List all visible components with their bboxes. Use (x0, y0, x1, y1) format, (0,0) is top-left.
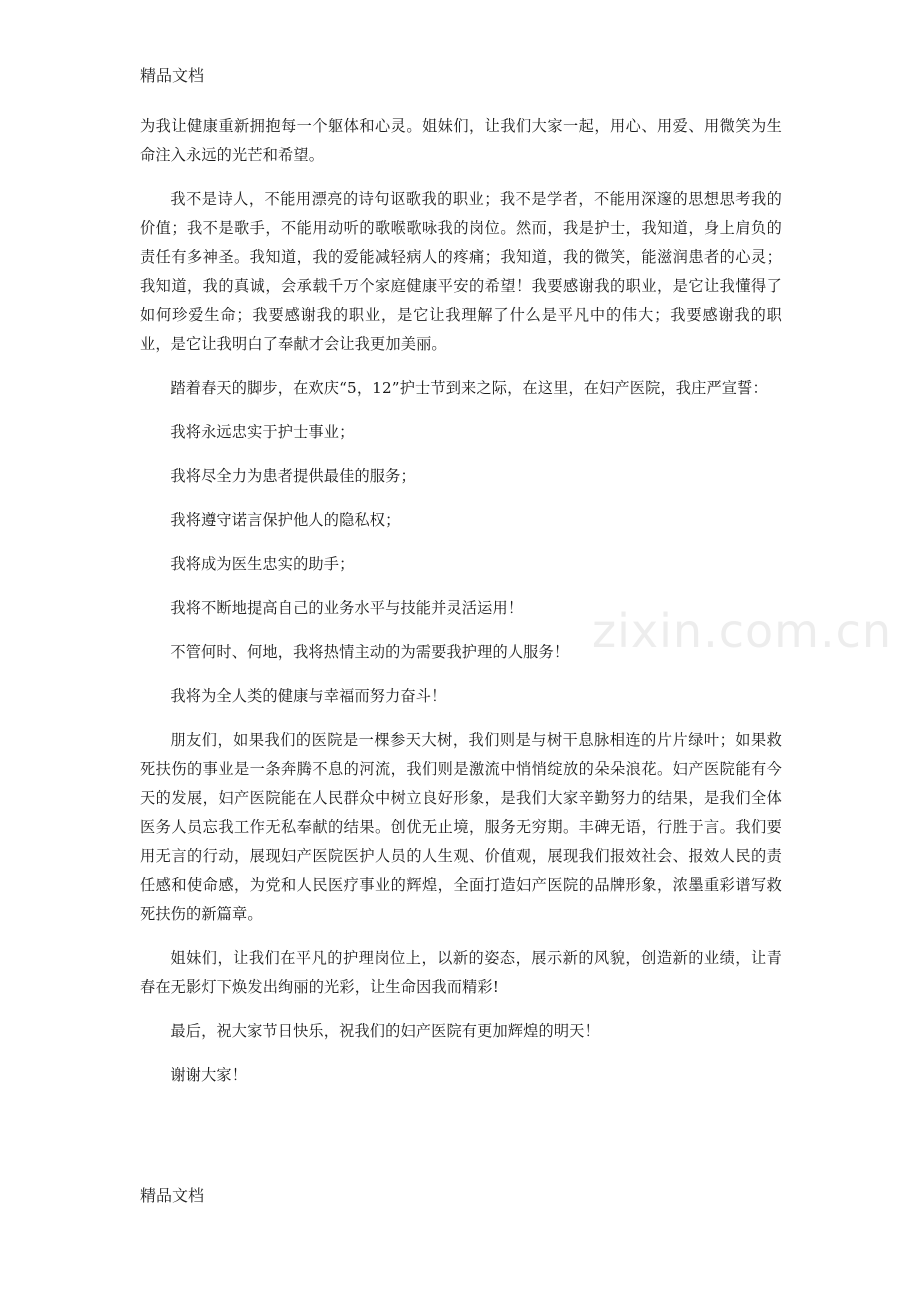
oath-line: 我将永远忠实于护士事业； (170, 423, 355, 441)
oath-line: 我将尽全力为患者提供最佳的服务； (170, 467, 416, 485)
paragraph: 朋友们，如果我们的医院是一棵参天大树，我们则是与树干息脉相连的片片绿叶；如果救死扶伤的事业是一条奔腾不息的河流，我们则是激流中悄悄绽放的朵朵浪花。妇产医院能有今天的发展，妇产医院能在人民群众中树立良好形象，是我们大家辛勤努力的结果，是我们全体医务人员忘我工作无私奉献的结果。创优无止境，服务无穷期。丰碑无语，行胜于言。我们要用无言的行动，展现妇产医院医护人员的人生观、价值观，展现我们报效社会、报效人民的责任感和使命感，为党和人民医疗事业的辉煌，全面打造妇产医院的品牌形象，浓墨重彩谱写救死扶伤的新篇章。 (140, 731, 782, 923)
paragraph: 我不是诗人，不能用漂亮的诗句讴歌我的职业；我不是学者，不能用深邃的思想思考我的价值；我不是歌手，不能用动听的歌喉歌咏我的岗位。然而，我是护士，我知道，身上肩负的责任有多神圣。我知道，我的爱能减轻病人的疼痛；我知道，我的微笑，能滋润患者的心灵；我知道，我的真诚，会承载千万个家庭健康平安的希望！我要感谢我的职业，是它让我懂得了如何珍爱生命；我要感谢我的职业，是它让我理解了什么是平凡中的伟大；我要感谢我的职业，是它让我明白了奉献才会让我更加美丽。 (140, 190, 782, 353)
watermark: zixin.com.cn (592, 604, 893, 658)
oath-line: 我将不断地提高自己的业务水平与技能并灵活运用！ (170, 599, 524, 617)
oath-line: 我将成为医生忠实的助手； (170, 555, 355, 573)
oath-line: 我将为全人类的健康与幸福而努力奋斗！ (170, 687, 447, 705)
paragraph-continued: 为我让健康重新拥抱每一个躯体和心灵。姐妹们，让我们大家一起，用心、用爱、用微笑为生命注入永远的光芒和希望。 (140, 117, 782, 164)
page-header: 精品文档 (140, 66, 205, 85)
oath-line: 不管何时、何地，我将热情主动的为需要我护理的人服务！ (170, 643, 570, 661)
paragraph: 姐妹们，让我们在平凡的护理岗位上，以新的姿态，展示新的风貌，创造新的业绩，让青春在无影灯下焕发出绚丽的光彩，让生命因我而精彩! (140, 949, 782, 996)
document-body (140, 112, 782, 1105)
oath-line: 我将遵守诺言保护他人的隐私权； (170, 511, 401, 529)
page-footer: 精品文档 (140, 1186, 205, 1205)
paragraph: 最后，祝大家节日快乐，祝我们的妇产医院有更加辉煌的明天！ (170, 1022, 600, 1040)
closing-line: 谢谢大家！ (170, 1066, 248, 1084)
paragraph: 踏着春天的脚步，在欢庆“5，12”护士节到来之际，在这里，在妇产医院，我庄严宣誓： (170, 379, 768, 397)
